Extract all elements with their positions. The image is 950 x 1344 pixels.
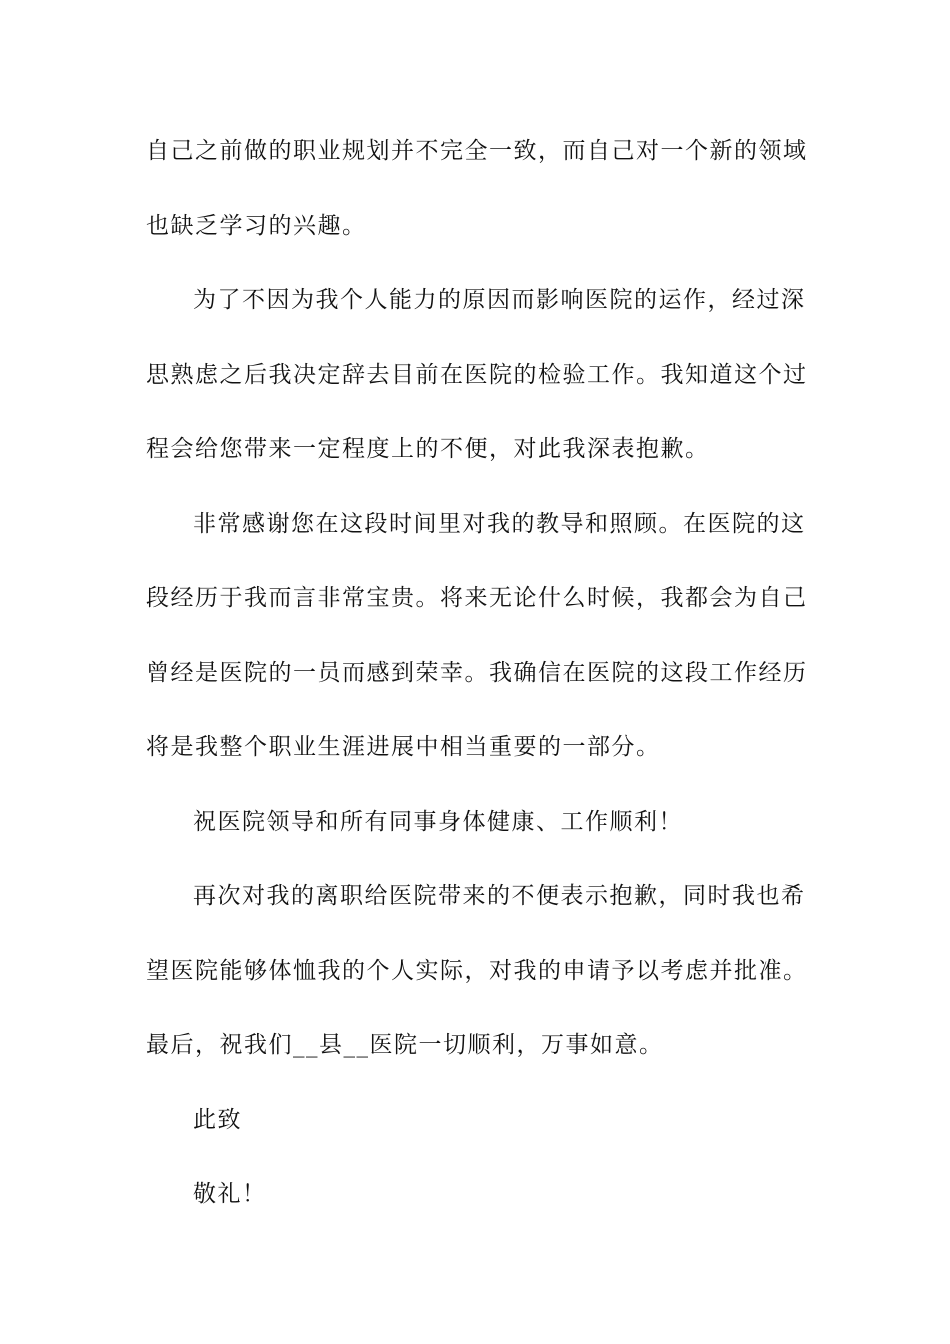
text-line-8: 曾经是医院的一员而感到荣幸。我确信在医院的这段工作经历 [146, 659, 808, 686]
text-line-5: 程会给您带来一定程度上的不便，对此我深表抱歉。 [146, 436, 710, 462]
text-line-11: 再次对我的离职给医院带来的不便表示抱歉，同时我也希 [193, 883, 806, 909]
text-line-2: 也缺乏学习的兴趣。 [146, 212, 367, 239]
text-line-3: 为了不因为我个人能力的原因而影响医院的运作，经过深 [193, 287, 806, 313]
text-line-12: 望医院能够体恤我的个人实际，对我的申请予以考虑并批准。 [146, 957, 808, 984]
text-line-7: 段经历于我而言非常宝贵。将来无论什么时候，我都会为自己 [146, 585, 808, 611]
closing-regards: 敬礼！ [193, 1181, 267, 1207]
text-line-10: 祝医院领导和所有同事身体健康、工作顺利！ [193, 808, 683, 835]
letter-body [146, 126, 808, 1244]
text-line-6: 非常感谢您在这段时间里对我的教导和照顾。在医院的这 [193, 510, 806, 537]
text-line-13: 最后，祝我们__县__医院一切顺利，万事如意。 [146, 1032, 664, 1058]
closing-salutation: 此致 [193, 1106, 242, 1133]
text-line-9: 将是我整个职业生涯进展中相当重要的一部分。 [146, 734, 661, 760]
text-line-4: 思熟虑之后我决定辞去目前在医院的检验工作。我知道这个过 [146, 361, 808, 388]
text-line-1: 自己之前做的职业规划并不完全一致，而自己对一个新的领域 [146, 138, 808, 164]
